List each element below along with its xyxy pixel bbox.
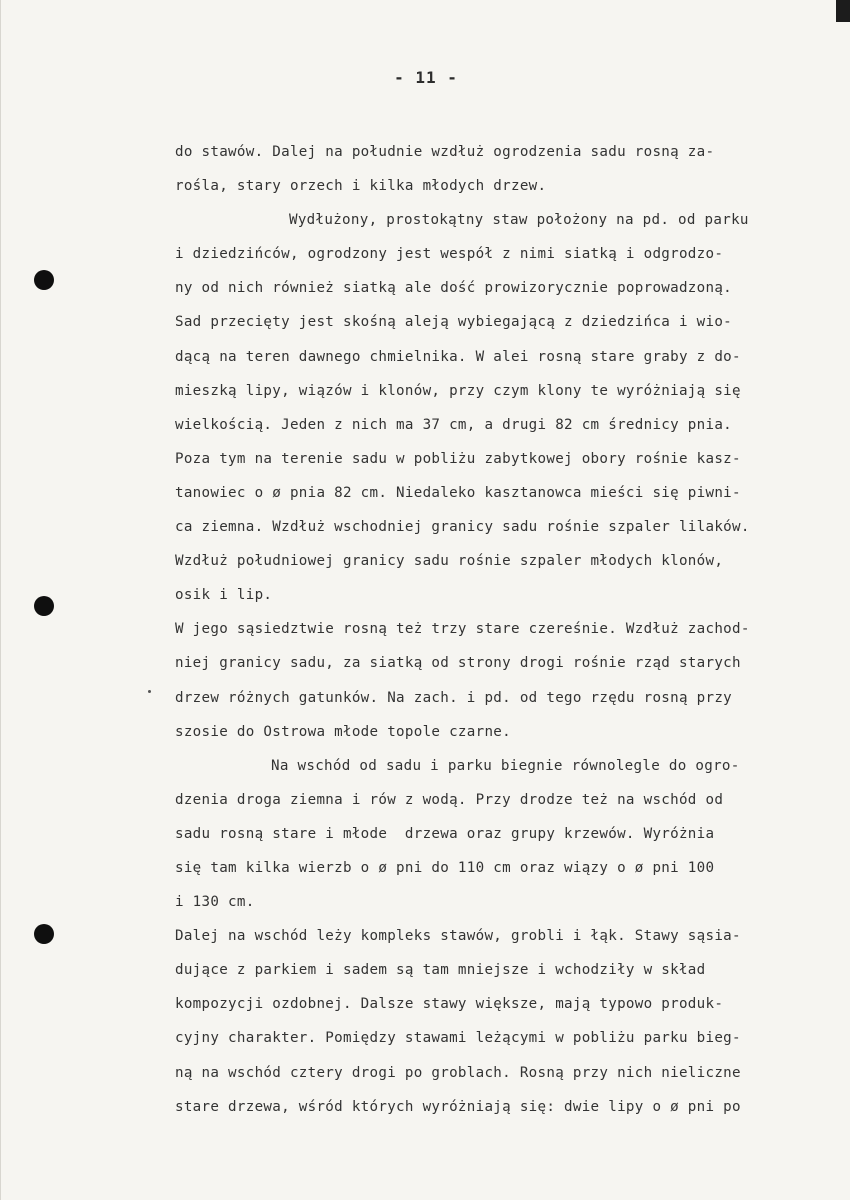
text-line: sadu rosną stare i młode drzewa oraz grupy krzewów. Wyróżnia [175,825,715,842]
text-line: i dziedzińców, ogrodzony jest wespół z nimi siatką i odgrodzo- [175,246,724,263]
text-line: wielkością. Jeden z nich ma 37 cm, a drugi 82 cm średnicy pnia. [175,416,733,433]
punch-hole [34,270,54,290]
text-line: kompozycji ozdobnej. Dalsze stawy większe, mają typowo produk- [175,996,724,1013]
text-line: ną na wschód cztery drogi po groblach. Rosną przy nich nieliczne [175,1064,741,1081]
text-line: do stawów. Dalej na południe wzdłuż ogrodzenia sadu rosną za- [175,144,715,160]
text-line: Na wschód od sadu i parku biegnie równolegle do ogro- [271,757,740,774]
text-line: się tam kilka wierzb o ø pni do 110 cm oraz wiązy o ø pni 100 [175,859,715,876]
text-line: rośla, stary orzech i kilka młodych drzew. [175,178,547,195]
text-line: ny od nich również siatką ale dość prowizorycznie poprowadzoną. [175,280,733,297]
scan-speck [148,690,151,693]
text-line: Wydłużony, prostokątny staw położony na pd. od parku [289,212,749,229]
text-line: cyjny charakter. Pomiędzy stawami leżącymi w pobliżu parku bieg- [175,1030,741,1047]
text-line: ca ziemna. Wzdłuż wschodniej granicy sadu rośnie szpaler lilaków. [175,519,750,536]
text-line: szosie do Ostrowa młode topole czarne. [175,723,511,740]
text-line: i 130 cm. [175,894,255,911]
punch-hole [34,596,54,616]
text-line: Wzdłuż południowej granicy sadu rośnie szpaler młodych klonów, [175,553,724,570]
page-number: - 11 - [394,68,458,87]
document-body [175,135,815,1124]
text-line: stare drzewa, wśród których wyróżniają się: dwie lipy o ø pni po [175,1098,741,1115]
text-line: dujące z parkiem i sadem są tam mniejsze i wchodziły w skład [175,962,706,979]
text-line: Dalej na wschód leży kompleks stawów, grobli i łąk. Stawy sąsia- [175,928,741,945]
text-line: drzew różnych gatunków. Na zach. i pd. od tego rzędu rosną przy [175,689,733,706]
text-line: tanowiec o ø pnia 82 cm. Niedaleko kasztanowca mieści się piwni- [175,484,741,501]
text-line: dzenia droga ziemna i rów z wodą. Przy drodze też na wschód od [175,791,724,808]
scan-corner-mark [836,0,850,22]
text-line: niej granicy sadu, za siatką od strony drogi rośnie rząd starych [175,655,741,672]
text-line: Poza tym na terenie sadu w pobliżu zabytkowej obory rośnie kasz- [175,450,741,467]
text-line: W jego sąsiedztwie rosną też trzy stare czereśnie. Wzdłuż zachod- [175,621,750,638]
text-line: osik i lip. [175,587,273,604]
text-line: mieszką lipy, wiązów i klonów, przy czym klony te wyróżniają się [175,382,741,399]
text-line: dącą na teren dawnego chmielnika. W alei rosną stare graby z do- [175,348,741,365]
punch-hole [34,924,54,944]
text-line: Sad przecięty jest skośną aleją wybiegającą z dziedzińca i wio- [175,314,733,331]
